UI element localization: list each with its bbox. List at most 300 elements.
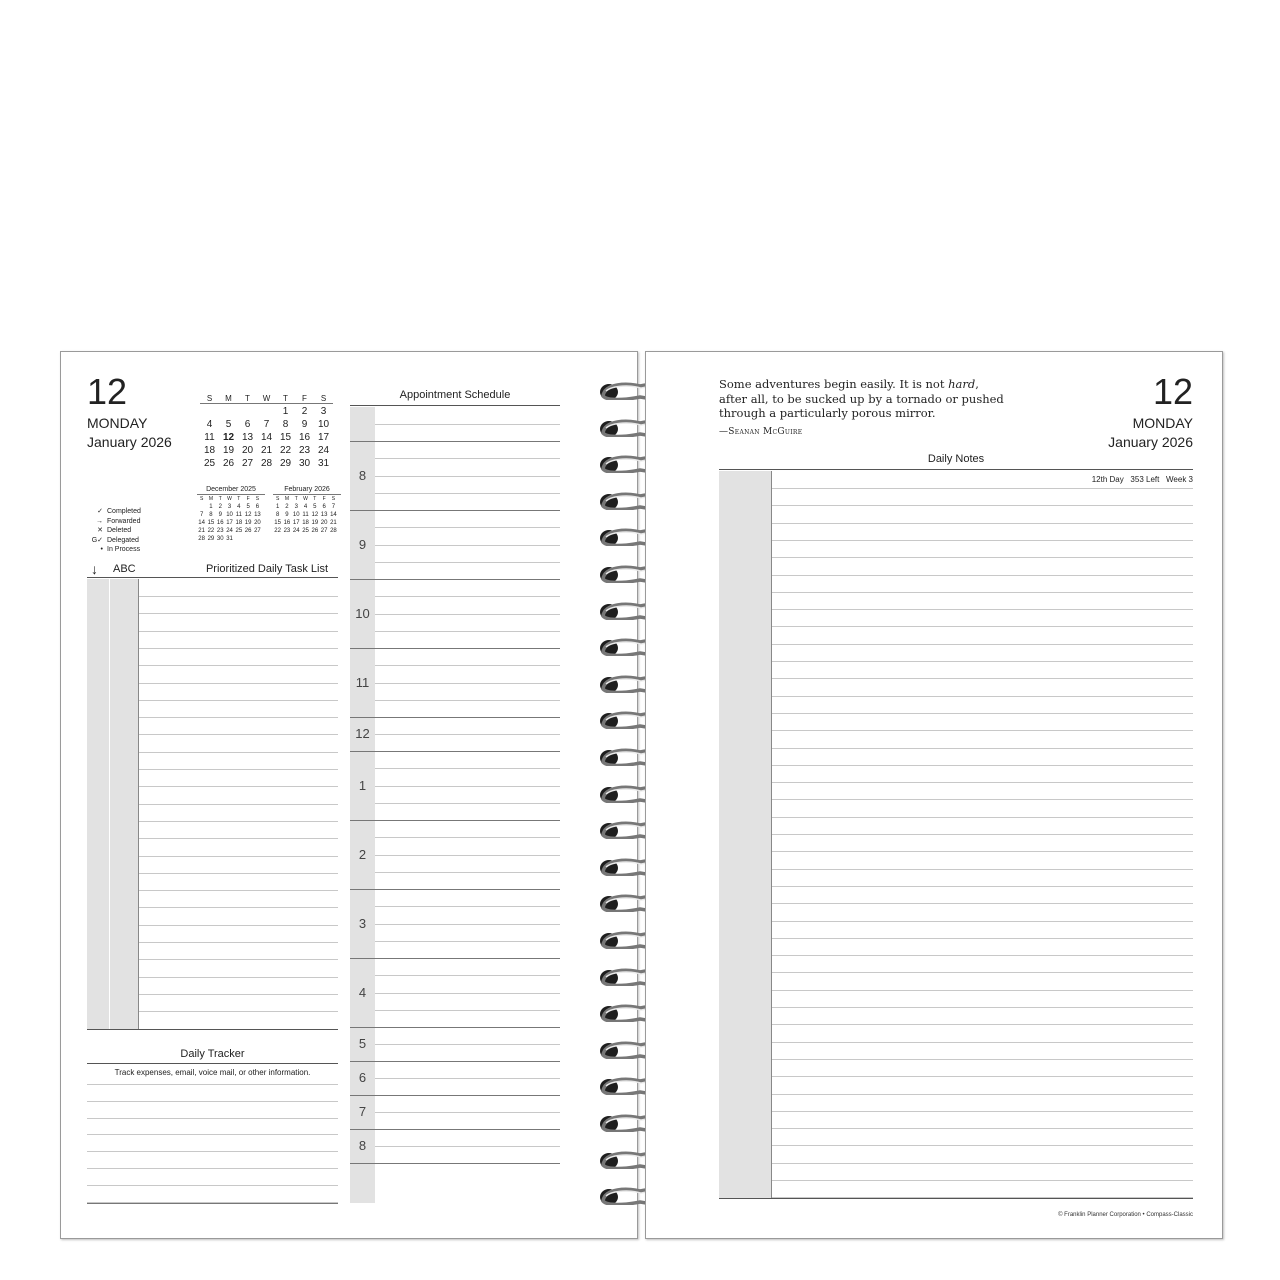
appointment-sub-line xyxy=(375,545,560,546)
current-month-date-cell: 16 xyxy=(298,432,311,443)
appointment-sub-line xyxy=(375,975,560,976)
appointment-hour-rule xyxy=(350,958,560,959)
day-of-year: 12th Day xyxy=(1091,475,1124,484)
previous-month-date-cell: 28 xyxy=(198,536,205,542)
current-month-date-cell: 9 xyxy=(301,419,308,430)
previous-month-date-cell: 2 xyxy=(218,504,222,510)
next-month-date-cell: 3 xyxy=(294,504,298,510)
notes-line xyxy=(772,1059,1193,1060)
appointment-sub-line xyxy=(375,665,560,666)
legend-symbol-icon: G✓ xyxy=(91,536,103,544)
appointment-hour-rule xyxy=(350,820,560,821)
notes-line xyxy=(772,1094,1193,1095)
task-line xyxy=(139,977,338,978)
next-month-date-cell: 20 xyxy=(320,520,328,526)
tracker-line xyxy=(87,1151,338,1152)
priority-arrow-icon: ↓ xyxy=(91,561,98,577)
current-month-date-cell: 13 xyxy=(241,432,254,443)
appointment-hour-label: 3 xyxy=(358,915,367,931)
current-month-date-cell xyxy=(257,406,276,417)
current-month-date-cell: 27 xyxy=(241,458,254,469)
task-line xyxy=(139,890,338,891)
day-number: 12 xyxy=(87,371,128,412)
next-month-title: February 2026 xyxy=(284,486,330,493)
appointment-hour-rule xyxy=(350,648,560,649)
current-month-date-cell: 29 xyxy=(279,458,292,469)
next-month-date-cell: 26 xyxy=(311,528,319,534)
quote-author: —Seanan McGuire xyxy=(719,427,803,437)
notes-line xyxy=(772,1180,1193,1181)
previous-month-weekday-header: F xyxy=(246,496,250,502)
current-month-date-cell: 25 xyxy=(203,458,216,469)
previous-month-date-cell: 9 xyxy=(218,512,222,518)
notes-line xyxy=(772,557,1193,558)
right-weekday: MONDAY xyxy=(1132,415,1193,431)
next-month-date-cell: 22 xyxy=(274,528,281,534)
task-line xyxy=(139,994,338,995)
previous-month-date-cell xyxy=(253,535,262,543)
appointment-sub-line xyxy=(375,872,560,873)
notes-line xyxy=(772,540,1193,541)
current-month-date-cell: 14 xyxy=(260,432,273,443)
appointment-sub-line xyxy=(375,1044,560,1045)
week-number: Week 3 xyxy=(1166,475,1193,484)
task-line xyxy=(139,873,338,874)
appointment-hour-label: 4 xyxy=(358,984,367,1000)
next-month-weekday-header: M xyxy=(284,496,290,502)
notes-line xyxy=(772,1042,1193,1043)
previous-month-date-cell xyxy=(197,503,206,511)
appointment-hour-rule xyxy=(350,1095,560,1096)
legend-item xyxy=(87,545,141,555)
current-month-date-cell: 10 xyxy=(317,419,330,430)
previous-month-weekday-header: M xyxy=(208,496,214,502)
appointment-hour-label: 7 xyxy=(358,1104,367,1119)
current-month-date-cell: 19 xyxy=(222,445,235,456)
notes-line xyxy=(772,782,1193,783)
mini-calendar-current xyxy=(200,394,333,469)
daily-tracker-title: Daily Tracker xyxy=(180,1048,245,1060)
next-month-date-cell: 23 xyxy=(283,528,291,534)
current-month-date-cell xyxy=(200,406,219,417)
next-month-date-cell: 4 xyxy=(303,504,308,510)
notes-line xyxy=(772,1128,1193,1129)
task-line xyxy=(139,786,338,787)
notes-line xyxy=(772,661,1193,662)
appointment-hour-rule xyxy=(350,751,560,752)
previous-month-date-cell: 21 xyxy=(198,528,205,534)
next-month-date-cell: 24 xyxy=(292,528,300,534)
next-month-weekday-header: S xyxy=(331,496,336,502)
quote-comma: , xyxy=(975,377,979,391)
current-month-date-cell: 11 xyxy=(204,432,215,443)
tracker-line xyxy=(87,1084,338,1085)
appointment-hour-rule xyxy=(350,510,560,511)
appointment-sub-line xyxy=(375,1010,560,1011)
next-month-date-cell: 16 xyxy=(283,520,291,526)
legend-label: Delegated xyxy=(107,536,139,544)
current-month-date-cell: 6 xyxy=(244,419,251,430)
appointment-hour-label: 12 xyxy=(355,726,370,741)
appointment-sub-line xyxy=(375,768,560,769)
right-day-number: 12 xyxy=(1152,371,1193,412)
quote-line-1: Some adventures begin easily. It is not xyxy=(719,377,949,391)
days-left: 353 Left xyxy=(1130,475,1160,484)
appointment-sub-line xyxy=(375,924,560,925)
notes-line xyxy=(772,730,1193,731)
next-month-date-cell: 6 xyxy=(322,504,326,510)
legend-label: In Process xyxy=(107,546,141,554)
current-month-date-cell: 8 xyxy=(282,419,289,430)
next-month-date-cell: 10 xyxy=(292,512,300,518)
priority-column[interactable] xyxy=(110,579,139,1029)
notes-line xyxy=(772,1145,1193,1146)
task-line xyxy=(139,856,338,857)
task-line xyxy=(139,959,338,960)
abc-label: ABC xyxy=(113,563,136,575)
current-month-date-cell xyxy=(219,406,238,417)
notes-line xyxy=(772,834,1193,835)
current-month-date-cell: 21 xyxy=(260,445,273,456)
tracker-line xyxy=(87,1101,338,1102)
appointment-sub-line xyxy=(375,596,560,597)
next-month-date-cell: 28 xyxy=(330,528,337,534)
mini-calendar-previous xyxy=(197,486,265,543)
current-month-date-cell: 15 xyxy=(279,432,292,443)
next-month-date-cell: 27 xyxy=(320,528,328,534)
daily-tracker-subtitle: Track expenses, email, voice mail, or other information. xyxy=(114,1068,311,1077)
legend-label: Completed xyxy=(107,508,141,515)
notes-line xyxy=(772,713,1193,714)
daily-notes-title: Daily Notes xyxy=(927,453,985,465)
task-line xyxy=(139,804,338,805)
task-line xyxy=(139,734,338,735)
appointment-hour-label: 11 xyxy=(355,674,370,690)
appointment-sub-line xyxy=(375,906,560,907)
notes-line xyxy=(772,765,1193,766)
next-month-date-cell: 12 xyxy=(311,512,319,518)
daily-notes-rule xyxy=(719,469,1193,470)
notes-margin-column xyxy=(719,471,772,1198)
task-line xyxy=(139,752,338,753)
previous-month-date-cell: 12 xyxy=(244,512,252,518)
appointment-sub-line xyxy=(375,837,560,838)
next-month-date-cell: 5 xyxy=(313,504,317,510)
current-month-date-cell xyxy=(238,406,257,417)
previous-month-date-cell: 22 xyxy=(207,528,215,534)
appointment-sub-line xyxy=(375,683,560,684)
appointment-hour-label: 8 xyxy=(358,1138,367,1153)
previous-month-date-cell: 5 xyxy=(246,504,250,510)
current-month-weekday-header: W xyxy=(257,394,276,404)
previous-month-date-cell: 25 xyxy=(235,528,243,534)
current-month-date-cell: 20 xyxy=(241,445,254,456)
appointment-sub-line xyxy=(375,476,560,477)
next-month-date-cell: 2 xyxy=(285,504,289,510)
quote-line-2: after all, to be sucked up by a tornado or pushed xyxy=(719,391,1004,406)
appointment-hour-label: 9 xyxy=(358,536,367,552)
previous-month-weekday-header: W xyxy=(227,496,232,502)
legend-label: Deleted xyxy=(107,527,132,535)
previous-month-date-cell xyxy=(243,535,252,543)
appointment-hour-rule xyxy=(350,1061,560,1062)
task-line xyxy=(139,613,338,614)
legend-item xyxy=(87,526,141,536)
left-planner-page xyxy=(60,351,638,1239)
task-list-title: Prioritized Daily Task List xyxy=(205,563,329,575)
notes-line xyxy=(772,748,1193,749)
next-month-date-cell: 1 xyxy=(275,504,280,510)
next-month-date-cell: 8 xyxy=(275,512,280,518)
notes-line xyxy=(772,626,1193,627)
appointment-sub-line xyxy=(375,493,560,494)
previous-month-date-cell: 24 xyxy=(226,528,233,534)
previous-month-date-cell: 17 xyxy=(226,520,233,526)
mini-calendar-next xyxy=(273,486,341,535)
status-column[interactable] xyxy=(87,579,109,1029)
task-line xyxy=(139,769,338,770)
task-line xyxy=(139,942,338,943)
next-month-weekday-header: T xyxy=(313,496,317,502)
current-month-date-cell: 24 xyxy=(317,445,330,456)
previous-month-date-cell: 16 xyxy=(216,520,224,526)
current-month-date-cell: 30 xyxy=(298,458,311,469)
previous-month-date-cell: 19 xyxy=(244,520,252,526)
task-line xyxy=(139,717,338,718)
previous-month-date-cell: 10 xyxy=(226,512,233,518)
current-month-weekday-header: F xyxy=(295,394,314,404)
notes-line xyxy=(772,1111,1193,1112)
task-list-header xyxy=(87,561,337,577)
notes-line xyxy=(772,696,1193,697)
appointment-hour-rule xyxy=(350,1027,560,1028)
appointment-hour-label: 1 xyxy=(358,777,367,793)
next-month-date-cell: 17 xyxy=(292,520,300,526)
next-month-date-cell: 13 xyxy=(320,512,328,518)
appointment-hour-label: 8 xyxy=(358,467,367,483)
task-line xyxy=(139,665,338,666)
previous-month-date-cell: 7 xyxy=(199,512,204,518)
legend-symbol-icon: • xyxy=(100,546,103,554)
current-month-weekday-header: T xyxy=(238,394,257,404)
next-month-weekday-header: T xyxy=(294,496,298,502)
previous-month-date-cell: 6 xyxy=(255,504,260,510)
previous-month-title: December 2025 xyxy=(206,486,256,493)
previous-month-date-cell: 27 xyxy=(254,528,261,534)
previous-month-date-cell: 23 xyxy=(216,528,224,534)
previous-month-date-cell: 29 xyxy=(207,536,215,542)
right-planner-page xyxy=(645,351,1223,1239)
task-line xyxy=(139,683,338,684)
task-line xyxy=(139,596,338,597)
notes-line xyxy=(772,886,1193,887)
previous-month-date-cell: 8 xyxy=(209,512,213,518)
next-month-date-cell: 7 xyxy=(331,504,336,510)
appointment-hour-rule xyxy=(350,1129,560,1130)
task-status-legend xyxy=(87,507,141,555)
notes-line xyxy=(772,505,1193,506)
appointment-sub-line xyxy=(375,1112,560,1113)
previous-month-weekday-header: S xyxy=(255,496,260,502)
appointment-hour-label: 5 xyxy=(358,1036,367,1051)
task-line xyxy=(139,925,338,926)
current-month-date-cell: 7 xyxy=(263,419,270,430)
next-month-weekday-header: S xyxy=(275,496,280,502)
day-counter xyxy=(1092,475,1193,484)
previous-month-date-cell: 15 xyxy=(207,520,215,526)
task-line xyxy=(139,648,338,649)
notes-line xyxy=(772,1076,1193,1077)
next-month-date-cell: 18 xyxy=(302,520,309,526)
daily-quote xyxy=(719,377,1009,421)
current-month-date-cell: 26 xyxy=(222,458,235,469)
appointment-sub-line xyxy=(375,527,560,528)
previous-month-date-cell: 13 xyxy=(254,512,261,518)
appointment-schedule-rule xyxy=(350,405,560,406)
legend-symbol-icon: → xyxy=(96,517,103,525)
previous-month-date-cell: 11 xyxy=(235,512,242,518)
current-month-date-cell: 18 xyxy=(203,445,216,456)
appointment-sub-line xyxy=(375,458,560,459)
current-month-date-cell: 4 xyxy=(206,419,213,430)
next-month-weekday-header: F xyxy=(322,496,326,502)
legend-item xyxy=(87,507,141,517)
task-line xyxy=(139,907,338,908)
appointment-bottom-rule xyxy=(350,1163,560,1164)
appointment-hour-rule xyxy=(350,579,560,580)
appointment-sub-line xyxy=(375,631,560,632)
appointment-hour-rule xyxy=(350,889,560,890)
previous-month-date-cell: 4 xyxy=(237,504,241,510)
notes-line xyxy=(772,592,1193,593)
notes-line xyxy=(772,644,1193,645)
notes-line xyxy=(772,921,1193,922)
appointment-schedule-title: Appointment Schedule xyxy=(399,389,511,401)
weekday: MONDAY xyxy=(87,415,148,431)
notes-line xyxy=(772,575,1193,576)
notes-line xyxy=(772,990,1193,991)
quote-line-3: through a particularly porous mirror. xyxy=(719,406,936,420)
quote-italic-word: hard xyxy=(948,377,976,391)
appointment-hour-label: 10 xyxy=(355,605,370,621)
current-month-date-cell: 31 xyxy=(317,458,330,469)
appointment-sub-line xyxy=(375,562,560,563)
appointment-sub-line xyxy=(375,993,560,994)
notes-line xyxy=(772,955,1193,956)
appointment-sub-line xyxy=(375,734,560,735)
notes-line xyxy=(772,488,1193,489)
tracker-line xyxy=(87,1134,338,1135)
notes-line xyxy=(772,1024,1193,1025)
next-month-date-cell: 25 xyxy=(302,528,309,534)
notes-line xyxy=(772,1163,1193,1164)
current-month-date-cell: 17 xyxy=(317,432,330,443)
tracker-bottom-rule xyxy=(87,1203,338,1204)
previous-month-date-cell: 18 xyxy=(235,520,243,526)
previous-month-date-cell: 26 xyxy=(244,528,252,534)
appointment-sub-line xyxy=(375,700,560,701)
legend-symbol-icon: ✓ xyxy=(97,508,103,515)
current-month-date-cell: 28 xyxy=(260,458,273,469)
next-month-date-cell: 19 xyxy=(311,520,319,526)
task-list-rule xyxy=(87,577,338,578)
current-month-date-cell: 12 xyxy=(222,432,235,443)
notes-line xyxy=(772,972,1193,973)
notes-line xyxy=(772,817,1193,818)
current-month-date-cell: 5 xyxy=(225,419,232,430)
appointment-sub-line xyxy=(375,1146,560,1147)
appointment-hour-rule xyxy=(350,441,560,442)
notes-line xyxy=(772,869,1193,870)
appointment-half-line xyxy=(375,424,560,425)
previous-month-weekday-header: T xyxy=(237,496,241,502)
legend-item xyxy=(87,536,141,546)
appointment-sub-line xyxy=(375,786,560,787)
current-month-date-cell: 23 xyxy=(298,445,311,456)
appointment-sub-line xyxy=(375,941,560,942)
previous-month-weekday-header: T xyxy=(218,496,222,502)
task-line xyxy=(139,700,338,701)
current-month-date-cell: 3 xyxy=(320,406,327,417)
previous-month-date-cell: 31 xyxy=(226,536,233,542)
notes-line xyxy=(772,523,1193,524)
tracker-line xyxy=(87,1168,338,1169)
previous-month-date-cell: 30 xyxy=(216,536,224,542)
task-line xyxy=(139,821,338,822)
appointment-sub-line xyxy=(375,803,560,804)
task-line xyxy=(139,631,338,632)
current-month-weekday-header: T xyxy=(276,394,295,404)
next-month-date-cell: 9 xyxy=(285,512,289,518)
next-month-date-cell: 11 xyxy=(302,512,309,518)
right-month-year: January 2026 xyxy=(1108,434,1193,450)
current-month-date-cell: 1 xyxy=(282,406,289,417)
appointment-sub-line xyxy=(375,855,560,856)
notes-line xyxy=(772,678,1193,679)
appointment-hour-label: 2 xyxy=(358,846,367,862)
task-line xyxy=(139,1011,338,1012)
current-month-weekday-header: M xyxy=(219,394,238,404)
previous-month-date-cell: 20 xyxy=(254,520,261,526)
notes-line xyxy=(772,938,1193,939)
previous-month-date-cell: 3 xyxy=(227,504,232,510)
previous-month-date-cell: 1 xyxy=(209,504,213,510)
legend-symbol-icon: ✕ xyxy=(97,527,103,535)
notes-line xyxy=(772,851,1193,852)
appointment-hour-label: 6 xyxy=(358,1070,367,1085)
month-year: January 2026 xyxy=(87,434,172,450)
notes-line xyxy=(772,799,1193,800)
legend-label: Forwarded xyxy=(107,517,141,525)
appointment-hour-rule xyxy=(350,717,560,718)
next-month-date-cell: 15 xyxy=(274,520,281,526)
notes-line xyxy=(772,903,1193,904)
current-month-weekday-header: S xyxy=(314,394,333,404)
next-month-date-cell: 14 xyxy=(330,512,337,518)
legend-item xyxy=(87,517,141,527)
notes-bottom-rule xyxy=(719,1198,1193,1199)
current-month-weekday-header: S xyxy=(200,394,219,404)
task-list-bottom-rule xyxy=(87,1029,338,1030)
next-month-date-cell: 21 xyxy=(330,520,337,526)
tracker-line xyxy=(87,1118,338,1119)
appointment-sub-line xyxy=(375,1078,560,1079)
previous-month-weekday-header: S xyxy=(199,496,204,502)
notes-line xyxy=(772,1007,1193,1008)
previous-month-date-cell: 14 xyxy=(198,520,205,526)
copyright-footer: © Franklin Planner Corporation • Compass-Classic xyxy=(1058,1212,1193,1218)
appointment-sub-line xyxy=(375,614,560,615)
